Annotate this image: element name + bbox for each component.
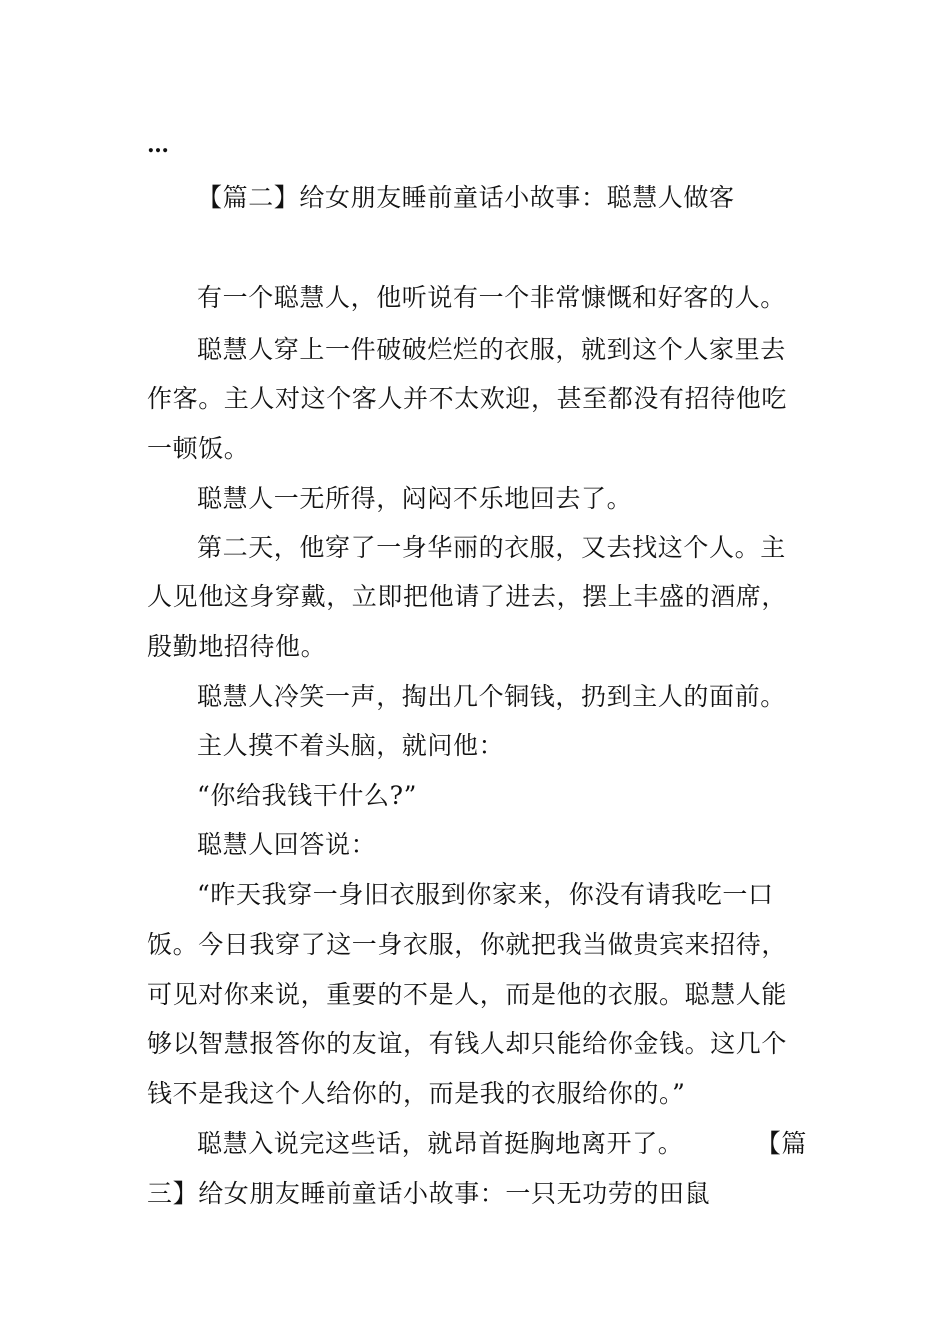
- paragraph-line: 聪慧人一无所得，闷闷不乐地回去了。: [197, 484, 633, 513]
- closing-sentence: 聪慧入说完这些话，就昂首挺胸地离开了。: [197, 1129, 684, 1158]
- paragraph-line: 人见他这身穿戴，立即把他请了进去，摆上丰盛的酒席，: [147, 582, 788, 611]
- paragraph-line: 聪慧人穿上一件破破烂烂的衣服，就到这个人家里去: [197, 335, 786, 364]
- paragraph-line: 殷勤地招待他。: [147, 632, 327, 661]
- paragraph-line: “昨天我穿一身旧衣服到你家来，你没有请我吃一口: [197, 880, 774, 909]
- section-heading-2: 【篇二】给女朋友睡前童话小故事：聪慧人做客: [197, 183, 735, 212]
- ellipsis: …: [147, 132, 170, 158]
- paragraph-line: 主人摸不着头脑，就问他：: [197, 731, 505, 760]
- paragraph-line: 可见对你来说，重要的不是人，而是他的衣服。聪慧人能: [147, 980, 788, 1009]
- paragraph-line: 钱不是我这个人给你的，而是我的衣服给你的。”: [147, 1079, 686, 1108]
- paragraph-line: “你给我钱干什么?”: [197, 781, 417, 810]
- section-heading-3-end: 三】给女朋友睡前童话小故事：一只无功劳的田鼠: [147, 1179, 711, 1208]
- paragraph-line: 够以智慧报答你的友谊，有钱人却只能给你金钱。这几个: [147, 1029, 788, 1058]
- paragraph-line: [197, 1129, 807, 1159]
- paragraph-line: 一顿饭。: [147, 434, 250, 463]
- section-heading-3-start: 【篇: [755, 1129, 807, 1158]
- paragraph-line: 有一个聪慧人，他听说有一个非常慷慨和好客的人。: [197, 283, 786, 312]
- paragraph-line: 作客。主人对这个客人并不太欢迎，甚至都没有招待他吃: [147, 384, 788, 413]
- paragraph-line: 聪慧人冷笑一声，掏出几个铜钱，扔到主人的面前。: [197, 682, 786, 711]
- paragraph-line: 饭。今日我穿了这一身衣服，你就把我当做贵宾来招待，: [147, 930, 788, 959]
- paragraph-line: 第二天，他穿了一身华丽的衣服，又去找这个人。主: [197, 533, 786, 562]
- paragraph-line: 聪慧人回答说：: [197, 830, 377, 859]
